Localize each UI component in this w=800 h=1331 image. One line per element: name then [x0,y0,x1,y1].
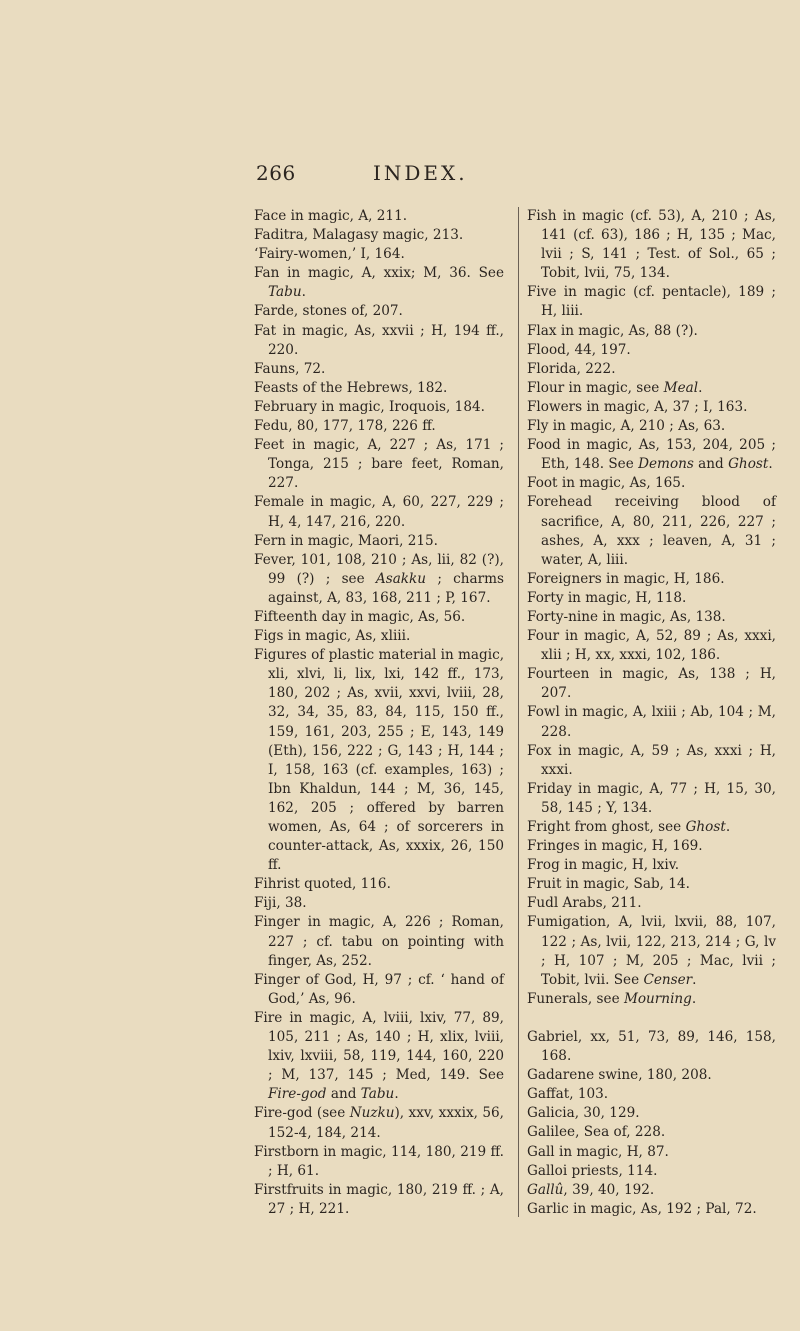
index-entry [527,207,776,283]
index-entry [254,379,504,398]
index-column-right [518,207,776,1217]
entry-text: Female in magic, A, 60, 227, 229 ; H, 4, 147, 216, 220. [254,494,504,530]
index-entry [527,627,776,665]
entry-text: Faditra, Malagasy magic, 213. [254,227,464,244]
entry-text: Fan in magic, A, xxix; M, 36. See [254,265,504,282]
entry-text: Fihrist quoted, 116. [254,876,391,893]
letter-section-gap [527,1009,776,1028]
index-entry [527,379,776,398]
entry-text: . [698,379,703,396]
index-entry [527,818,776,837]
entry-text: Firstfruits in magic, 180, 219 ff. ; A, 27 ; H, 221. [254,1181,504,1217]
index-entry [254,493,504,531]
entry-text: Fowl in magic, A, lxiii ; Ab, 104 ; M, 228. [527,704,776,740]
entry-text: Foreigners in magic, H, 186. [527,570,725,587]
index-entry [527,780,776,818]
entry-text: Forty-nine in magic, As, 138. [527,608,726,625]
index-entry [254,1009,504,1104]
cross-reference: Demons [638,456,694,473]
index-entry [527,474,776,493]
entry-text: Flood, 44, 197. [527,341,631,358]
entry-text: Farde, stones of, 207. [254,303,403,320]
entry-text: ), xxv, xxxix, 56, 152-4, 184, 214. [268,1105,505,1141]
entry-text: . [394,1086,399,1103]
index-entry [527,398,776,417]
index-entry [527,322,776,341]
index-entry [254,360,504,379]
entry-text: Friday in magic, A, 77 ; H, 15, 30, 58, 145 ; Y, 134. [527,780,776,816]
index-entry [254,302,504,321]
index-entry [527,856,776,875]
entry-text: Funerals, see [527,990,624,1007]
entry-text: Feet in magic, A, 227 ; As, 171 ; Tonga, 215 ; bare feet, Roman, 227. [254,437,504,492]
entry-text: Fruit in magic, Sab, 14. [527,876,690,893]
entry-text: Galicia, 30, 129. [527,1105,640,1122]
entry-text: Fish in magic (cf. 53), A, 210 ; As, 141 (cf. 63), 186 ; H, 135 ; Mac, lvii ; S, 141 ; Test. of Sol., 65 ; Tobit, lvii, 75, 134. [527,208,776,282]
index-entry [254,1143,504,1181]
index-entry [527,665,776,703]
entry-text: Fiji, 38. [254,895,307,912]
index-entry [254,1104,504,1142]
index-entry [254,913,504,970]
index-entry [527,1200,776,1219]
index-entry [527,360,776,379]
index-entry [527,1181,776,1200]
index-entry [254,875,504,894]
entry-text: Fudl Arabs, 211. [527,895,642,912]
index-entry [254,894,504,913]
index-entry [527,589,776,608]
index-entry [527,341,776,360]
entry-text: ; charms against, A, 83, 168, 211 ; P, 167. [268,570,504,606]
entry-text: and [326,1086,361,1103]
running-head: INDEX. [373,161,468,185]
entry-text: Fly in magic, A, 210 ; As, 63. [527,418,726,435]
page-number: 266 [256,161,296,185]
entry-text: Gabriel, xx, 51, 73, 89, 146, 158, 168. [527,1028,776,1065]
cross-reference: Meal [663,379,699,396]
entry-text: Five in magic (cf. pentacle), 189 ; H, liii. [527,284,776,320]
entry-text: Galloi priests, 114. [527,1162,658,1179]
index-entry [527,875,776,894]
cross-reference: Mourning [623,990,692,1007]
index-entry [254,264,504,302]
cross-reference: Censer [643,971,693,988]
entry-text: Flour in magic, see [527,379,664,396]
cross-reference: Tabu [360,1086,395,1103]
index-entry [527,1085,776,1104]
entry-text: Fauns, 72. [254,360,326,377]
index-entry [527,1162,776,1181]
index-column-left [254,207,504,1219]
index-entry [527,283,776,321]
index-entry [527,1123,776,1142]
entry-text: Flowers in magic, A, 37 ; I, 163. [527,398,748,415]
entry-text: Gadarene swine, 180, 208. [527,1067,712,1084]
entry-text: Fire in magic, A, lviii, lxiv, 77, 89, 105, 211 ; As, 140 ; H, xlix, lviii, lxiv, lxviii, 58, 119, 144, 160, 220 ; M, 137, 145 ; Med, 149. See [254,1009,504,1084]
entry-text: . [725,819,731,835]
index-entry [527,493,776,569]
index-entry [254,226,504,245]
index-entry [527,1066,776,1085]
entry-text: Fat in magic, As, xxvii ; H, 194 ff., 220. [254,322,504,358]
cross-reference: Ghost [685,819,726,835]
index-entry [527,742,776,780]
entry-text: . [301,284,306,301]
entry-text: Firstborn in magic, 114, 180, 219 ff. ; H, 61. [254,1143,504,1179]
entry-text: Fright from ghost, see [527,819,686,835]
index-entry [527,1104,776,1123]
index-entry [527,894,776,913]
entry-text: Forehead receiving blood of sacrifice, A, 80, 211, 226, 227 ; ashes, A, xxx ; leaven, A, 31 ; water, A, liii. [527,494,776,568]
entry-text: Foot in magic, As, 165. [527,475,686,492]
cross-reference: Tabu [268,284,302,301]
entry-text: . [691,990,697,1007]
entry-text: February in magic, Iroquois, 184. [254,398,485,415]
cross-reference: Ghost [728,456,769,473]
index-entry [254,1181,504,1219]
cross-reference: Asakku [375,570,427,587]
entry-text: Forty in magic, H, 118. [527,589,687,606]
index-entry [254,608,504,627]
index-entry [527,417,776,436]
entry-text: ‘Fairy-women,’ I, 164. [254,246,405,263]
index-entry [527,570,776,589]
entry-text: and [693,456,729,473]
entry-text: Four in magic, A, 52, 89 ; As, xxxi, xlii ; H, xx, xxxi, 102, 186. [527,628,776,664]
entry-text: Galilee, Sea of, 228. [527,1124,666,1141]
entry-text: Flax in magic, As, 88 (?). [527,322,698,339]
index-entry [254,207,504,226]
index-entry [254,551,504,608]
index-entry [527,1143,776,1162]
entry-text: Food in magic, As, 153, 204, 205 ; Eth, 148. See [527,437,776,473]
entry-text: Fringes in magic, H, 169. [527,838,703,855]
index-entry [254,245,504,264]
entry-text: Fern in magic, Maori, 215. [254,532,438,549]
entry-text: , 39, 40, 192. [563,1181,655,1198]
cross-reference: Gallû [527,1181,564,1198]
entry-text: Figs in magic, As, xliii. [254,628,411,645]
index-entry [254,322,504,360]
entry-text: Fever, 101, 108, 210 ; As, lii, 82 (?), 99 (?) ; see [254,551,504,587]
entry-text: Fire-god (see [254,1105,350,1122]
entry-text: Finger in magic, A, 226 ; Roman, 227 ; cf. tabu on pointing with finger, As, 252. [254,914,504,969]
index-entry [527,703,776,741]
index-entry [254,417,504,436]
entry-text: Feasts of the Hebrews, 182. [254,379,448,396]
entry-text: Gaffat, 103. [527,1086,609,1103]
entry-text: Fumigation, A, lvii, lxvii, 88, 107, 122 ; As, lvii, 122, 213, 214 ; G, lv ; H, 107 ; M, 205 ; Mac, lvii ; Tobit, lvii. See [527,914,776,988]
index-entry [254,627,504,646]
entry-text: Gall in magic, H, 87. [527,1143,669,1160]
index-entry [527,1028,776,1066]
entry-text: Florida, 222. [527,360,616,377]
index-entry [254,971,504,1009]
entry-text: Face in magic, A, 211. [254,208,408,224]
index-entry [527,436,776,474]
entry-text: Figures of plastic material in magic, xli, xlvi, li, lix, lxi, 142 ff., 173, 180, 202 ; As, xvii, xxvi, lviii, 28, 32, 34, 35, 83, 84, 115, 150 ff., 159, 161, 203, 255 ; E, 143, 149 (Eth), 156, 222 ; G, 143 ; H, 144 ; I, 158, 163 (cf. examples, 163) ; Ibn Khaldun, 144 ; M, 36, 145, 162, 205 ; offered by barren women, As, 64 ; of sorcerers in counter-attack, As, xxxix, 26, 150 ff. [254,647,505,874]
cross-reference: Fire-god [268,1086,327,1103]
entry-text: Fedu, 80, 177, 178, 226 ff. [254,418,436,435]
index-entry [527,990,776,1009]
entry-text: . [692,971,697,988]
entry-text: Fourteen in magic, As, 138 ; H, 207. [527,666,776,702]
entry-text: Frog in magic, H, lxiv. [527,857,680,874]
index-entry [527,913,776,989]
index-entry [254,436,504,493]
index-entry [527,837,776,856]
index-entry [254,532,504,551]
entry-text: Finger of God, H, 97 ; cf. ‘ hand of God,’ As, 96. [254,971,504,1007]
entry-text: Fifteenth day in magic, As, 56. [254,608,466,625]
cross-reference: Nuzku [349,1105,395,1122]
index-entry [254,646,504,875]
entry-text: Garlic in magic, As, 192 ; Pal, 72. [527,1200,757,1217]
entry-text: Fox in magic, A, 59 ; As, xxxi ; H, xxxi. [527,742,776,778]
entry-text: . [768,456,773,473]
index-entry [527,608,776,627]
index-entry [254,398,504,417]
